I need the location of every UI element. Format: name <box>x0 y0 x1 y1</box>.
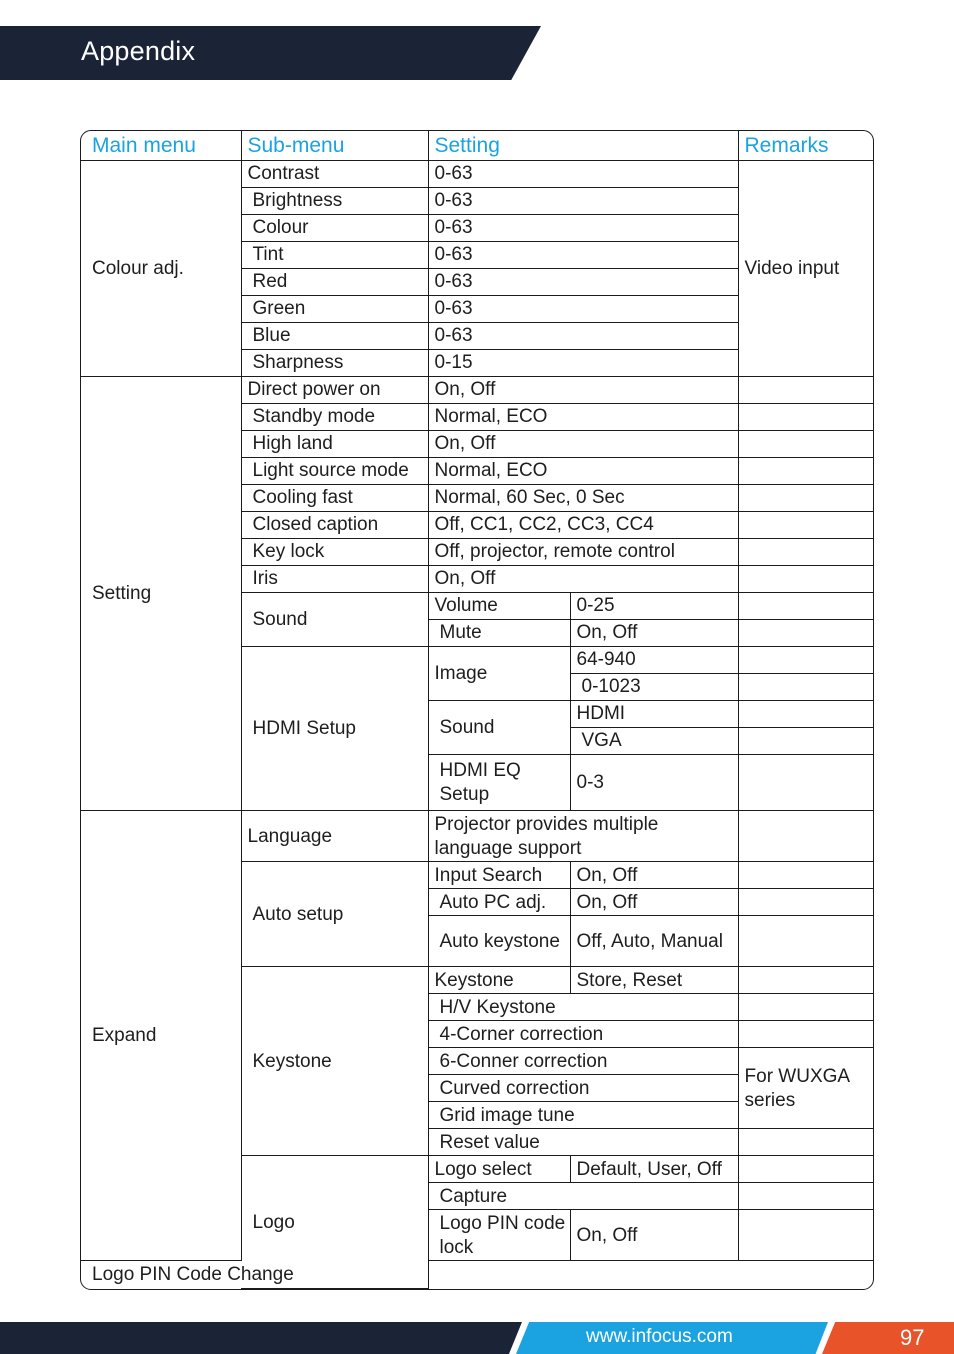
value-keystone: Store, Reset <box>570 967 738 994</box>
remark-empty <box>738 1183 874 1210</box>
sub-key-lock: Key lock <box>241 538 428 565</box>
remark-empty <box>428 1261 570 1289</box>
sub-sharpness: Sharpness <box>241 349 428 376</box>
remark-empty <box>738 727 874 754</box>
sub-colour: Colour <box>241 214 428 241</box>
setting-red: 0-63 <box>428 268 738 295</box>
remark-empty <box>738 646 874 673</box>
remark-empty <box>738 994 874 1021</box>
sub-auto-setup: Auto setup <box>241 862 428 967</box>
sub-brightness: Brightness <box>241 187 428 214</box>
value-logo-pin-lock: On, Off <box>570 1210 738 1261</box>
sub-standby-mode: Standby mode <box>241 403 428 430</box>
setting-logo-pin-lock: Logo PIN code lock <box>428 1210 570 1261</box>
value-input-search: On, Off <box>570 862 738 889</box>
sub-tint: Tint <box>241 241 428 268</box>
remark-empty <box>738 565 874 592</box>
remark-empty <box>738 916 874 967</box>
value-image-1: 64-940 <box>570 646 738 673</box>
setting-curved: Curved correction <box>428 1075 738 1102</box>
setting-grid-image-tune: Grid image tune <box>428 1102 738 1129</box>
sub-cooling-fast: Cooling fast <box>241 484 428 511</box>
footer-url[interactable]: www.infocus.com <box>586 1326 733 1347</box>
remark-empty <box>738 754 874 811</box>
remark-wuxga: For WUXGA series <box>738 1048 874 1129</box>
footer-page-band <box>822 1322 954 1354</box>
remark-empty <box>738 1129 874 1156</box>
setting-colour: 0-63 <box>428 214 738 241</box>
sub-keystone: Keystone <box>241 967 428 1156</box>
setting-standby-mode: Normal, ECO <box>428 403 738 430</box>
sub-hdmi-setup: HDMI Setup <box>241 646 428 811</box>
setting-hv-keystone: H/V Keystone <box>428 994 738 1021</box>
page-number: 97 <box>900 1325 925 1350</box>
value-hdmi-eq: 0-3 <box>570 754 738 811</box>
setting-direct-power-on: On, Off <box>428 376 738 403</box>
sub-green: Green <box>241 295 428 322</box>
remark-empty <box>738 862 874 889</box>
value-auto-pc-adj: On, Off <box>570 889 738 916</box>
setting-sharpness: 0-15 <box>428 349 738 376</box>
remark-empty <box>738 1156 874 1183</box>
setting-cooling-fast: Normal, 60 Sec, 0 Sec <box>428 484 738 511</box>
sub-high-land: High land <box>241 430 428 457</box>
setting-logo-select: Logo select <box>428 1156 570 1183</box>
setting-image: Image <box>428 646 570 700</box>
value-logo-select: Default, User, Off <box>570 1156 738 1183</box>
setting-volume: Volume <box>428 592 570 619</box>
header-sub-menu: Sub-menu <box>241 131 428 160</box>
footer-bar <box>0 1322 522 1354</box>
page-title: Appendix <box>81 36 196 66</box>
remark-empty <box>738 457 874 484</box>
setting-light-source-mode: Normal, ECO <box>428 457 738 484</box>
setting-mute: Mute <box>428 619 570 646</box>
main-expand: Expand <box>81 811 241 1261</box>
setting-4-corner: 4-Corner correction <box>428 1021 738 1048</box>
remark-empty <box>738 511 874 538</box>
remark-empty <box>738 1021 874 1048</box>
setting-auto-keystone: Auto keystone <box>428 916 570 967</box>
sub-contrast: Contrast <box>241 160 428 187</box>
remark-empty <box>738 376 874 403</box>
value-hdmi-sound-1: HDMI <box>570 700 738 727</box>
setting-iris: On, Off <box>428 565 738 592</box>
sub-closed-caption: Closed caption <box>241 511 428 538</box>
sub-iris: Iris <box>241 565 428 592</box>
value-hdmi-sound-2: VGA <box>570 727 738 754</box>
header-main-menu: Main menu <box>81 131 241 160</box>
setting-contrast: 0-63 <box>428 160 738 187</box>
header-setting: Setting <box>428 131 738 160</box>
setting-blue: 0-63 <box>428 322 738 349</box>
setting-input-search: Input Search <box>428 862 570 889</box>
sub-blue: Blue <box>241 322 428 349</box>
setting-logo-pin-change: Logo PIN Code Change <box>81 1261 428 1289</box>
remark-empty <box>738 1210 874 1261</box>
remark-empty <box>738 619 874 646</box>
setting-6-conner: 6-Conner correction <box>428 1048 738 1075</box>
value-auto-keystone: Off, Auto, Manual <box>570 916 738 967</box>
menu-table <box>80 130 874 1290</box>
setting-hdmi-eq: HDMI EQ Setup <box>428 754 570 811</box>
value-image-2: 0-1023 <box>570 673 738 700</box>
remark-empty <box>738 811 874 862</box>
setting-auto-pc-adj: Auto PC adj. <box>428 889 570 916</box>
header-remarks: Remarks <box>738 131 874 160</box>
sub-light-source-mode: Light source mode <box>241 457 428 484</box>
sub-language: Language <box>241 811 428 862</box>
setting-green: 0-63 <box>428 295 738 322</box>
remark-empty <box>738 430 874 457</box>
sub-direct-power-on: Direct power on <box>241 376 428 403</box>
remark-empty <box>738 592 874 619</box>
setting-capture: Capture <box>428 1183 738 1210</box>
remark-empty <box>738 700 874 727</box>
remark-empty <box>738 889 874 916</box>
setting-reset-value: Reset value <box>428 1129 738 1156</box>
remark-empty <box>738 967 874 994</box>
sub-logo: Logo <box>241 1156 428 1289</box>
remark-empty <box>738 673 874 700</box>
setting-keystone: Keystone <box>428 967 570 994</box>
main-colour-adj: Colour adj. <box>81 160 241 376</box>
value-mute: On, Off <box>570 619 738 646</box>
remark-empty <box>738 403 874 430</box>
setting-hdmi-sound: Sound <box>428 700 570 754</box>
remark-empty <box>738 484 874 511</box>
value-volume: 0-25 <box>570 592 738 619</box>
remark-empty <box>738 538 874 565</box>
remark-video-input: Video input <box>738 160 874 376</box>
sub-red: Red <box>241 268 428 295</box>
setting-closed-caption: Off, CC1, CC2, CC3, CC4 <box>428 511 738 538</box>
setting-brightness: 0-63 <box>428 187 738 214</box>
main-setting: Setting <box>81 376 241 811</box>
setting-tint: 0-63 <box>428 241 738 268</box>
setting-high-land: On, Off <box>428 430 738 457</box>
setting-language: Projector provides multiple language support <box>428 811 738 862</box>
sub-sound: Sound <box>241 592 428 646</box>
setting-key-lock: Off, projector, remote control <box>428 538 738 565</box>
